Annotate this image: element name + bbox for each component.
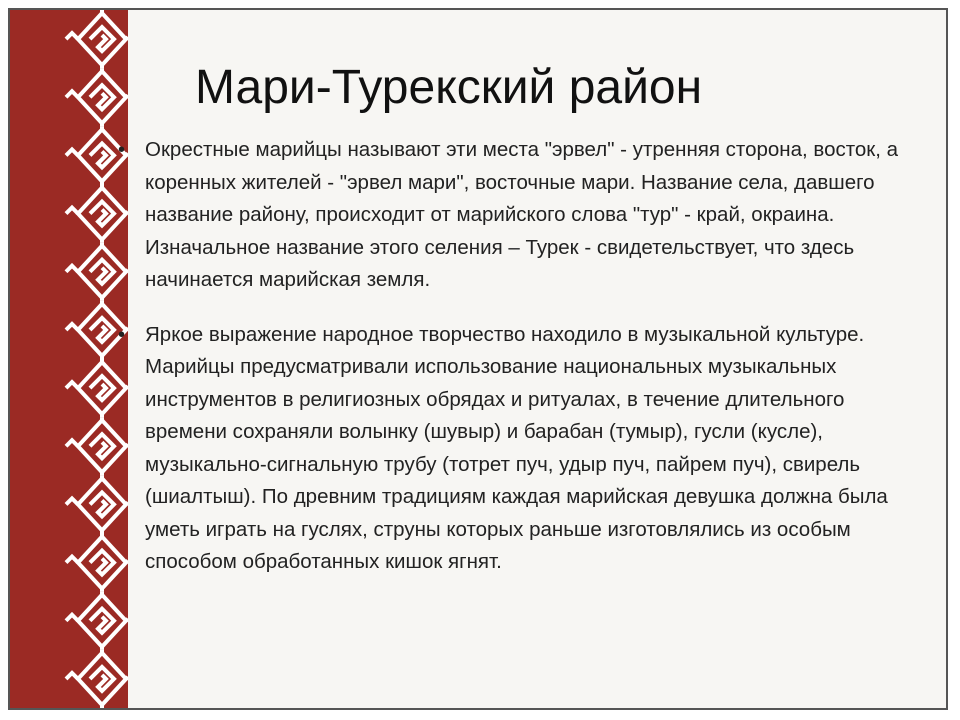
slide-content [118, 134, 908, 601]
slide-title: Мари-Турекский район [195, 61, 703, 114]
mari-ornament-icon [10, 10, 128, 708]
ornament-unit [66, 10, 128, 68]
bullet-text: Окрестные марийцы называют эти места "эрвел" - утренняя сторона, восток, а коренных жителей - "эрвел мари", восточные мари. Название села, давшего название району, происходит от марийского слова "тур" - край, окраина. Изначальное название этого селения – Турек - свидетельствует, что здесь начинается марийская земля. [145, 138, 899, 291]
ornament-band [10, 10, 128, 708]
ornament-unit [66, 650, 128, 708]
ornament-unit [66, 68, 128, 126]
bullet-item [118, 319, 908, 579]
bullet-marker: • [118, 139, 126, 161]
bullet-item [118, 134, 908, 297]
bullet-marker: • [118, 323, 126, 346]
bullet-text: Яркое выражение народное творчество находило в музыкальной культуре. Марийцы предусматривали использование национальных музыкальных инструментов в религиозных обрядах и ритуалах, в течение длительного времени сохраняли волынку (шувыр) и барабан (тумыр), гусли (кусле), музыкально-сигнальную трубу (тотрет пуч, удыр пуч, пайрем пуч), свирель (шиалтыш). По древним традициям каждая марийская девушка должна была уметь играть на гуслях, струны которых раньше изготовлялись из особым способом обработанных кишок ягнят. [145, 322, 888, 573]
